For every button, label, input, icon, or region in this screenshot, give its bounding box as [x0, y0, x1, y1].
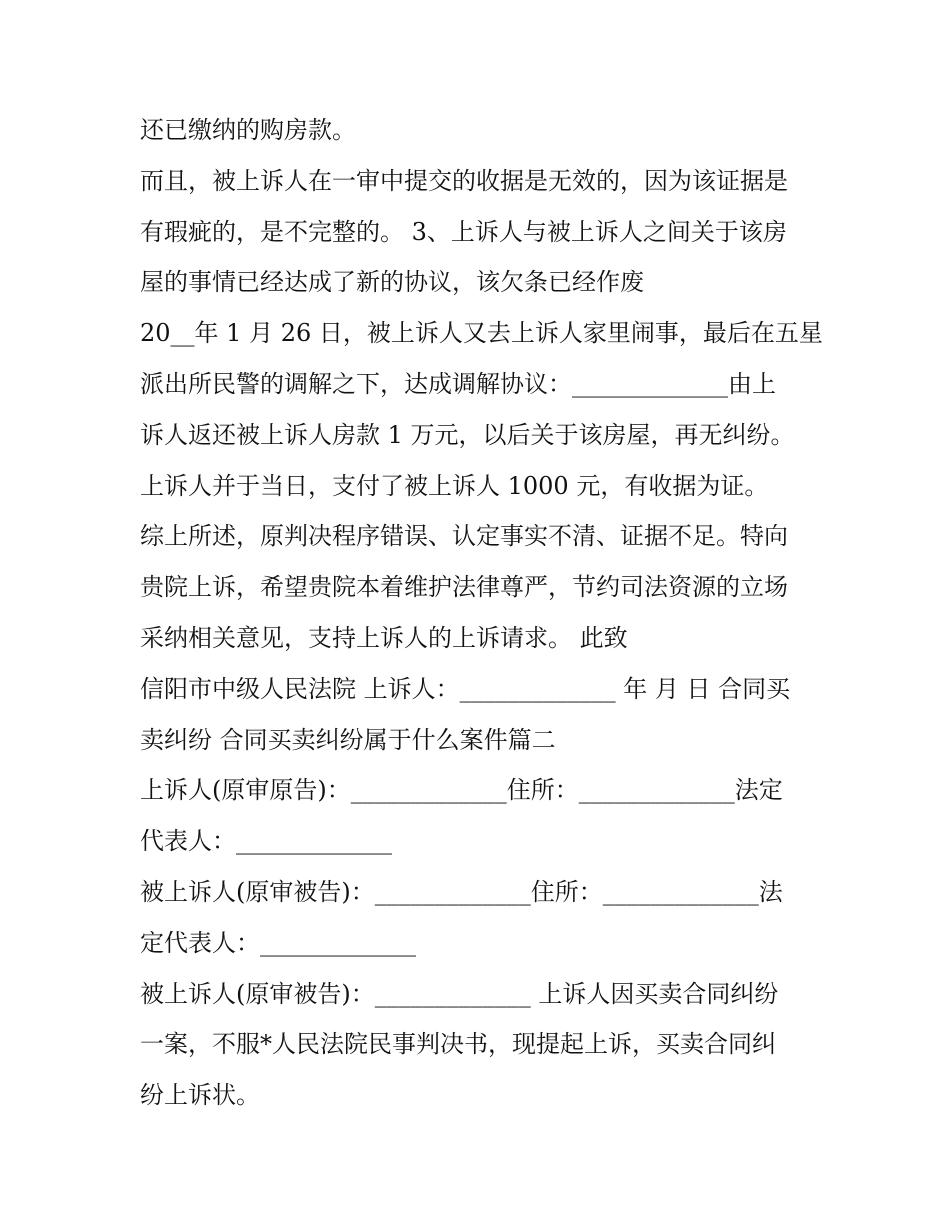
text-line: 定代表人：_____________	[140, 928, 416, 957]
text-line: 卖纠纷 合同买卖纠纷属于什么案件篇二	[140, 725, 556, 754]
text-line: 综上所述，原判决程序错误、认定事实不清、证据不足。特向	[140, 522, 788, 551]
text-line: 而且，被上诉人在一审中提交的收据是无效的，因为该证据是	[140, 166, 788, 195]
text-line: 一案，不服*人民法院民事判决书，现提起上诉，买卖合同纠	[140, 1030, 776, 1059]
text-line: 诉人返还被上诉人房款 1 万元，以后关于该房屋，再无纠纷。	[140, 420, 795, 449]
text-line: 有瑕疵的，是不完整的。 3、上诉人与被上诉人之间关于该房	[140, 217, 787, 246]
text-line: 信阳市中级人民法院 上诉人：_____________ 年 月 日 合同买	[140, 674, 791, 703]
text-line: 代表人：_____________	[140, 827, 392, 856]
text-line: 被上诉人(原审被告)：_____________ 上诉人因买卖合同纠纷	[140, 979, 779, 1008]
text-line: 还已缴纳的购房款。	[140, 116, 356, 144]
text-line: 采纳相关意见，支持上诉人的上诉请求。 此致	[140, 623, 628, 652]
text-line: 派出所民警的调解之下，达成调解协议：_____________由上	[140, 369, 776, 398]
text-line: 20__年 1 月 26 日，被上诉人又去上诉人家里闹事，最后在五星	[140, 319, 823, 348]
text-line: 上诉人(原审原告)：_____________住所：_____________法定	[140, 776, 783, 805]
document-body	[140, 105, 823, 1121]
text-line: 贵院上诉，希望贵院本着维护法律尊严，节约司法资源的立场	[140, 573, 788, 602]
text-line: 屋的事情已经达成了新的协议，该欠条已经作废	[140, 268, 644, 297]
text-line: 纷上诉状。	[140, 1081, 260, 1110]
text-line: 上诉人并于当日，支付了被上诉人 1000 元，有收据为证。	[140, 471, 769, 500]
text-line: 被上诉人(原审被告)：_____________住所：_____________法	[140, 877, 783, 906]
